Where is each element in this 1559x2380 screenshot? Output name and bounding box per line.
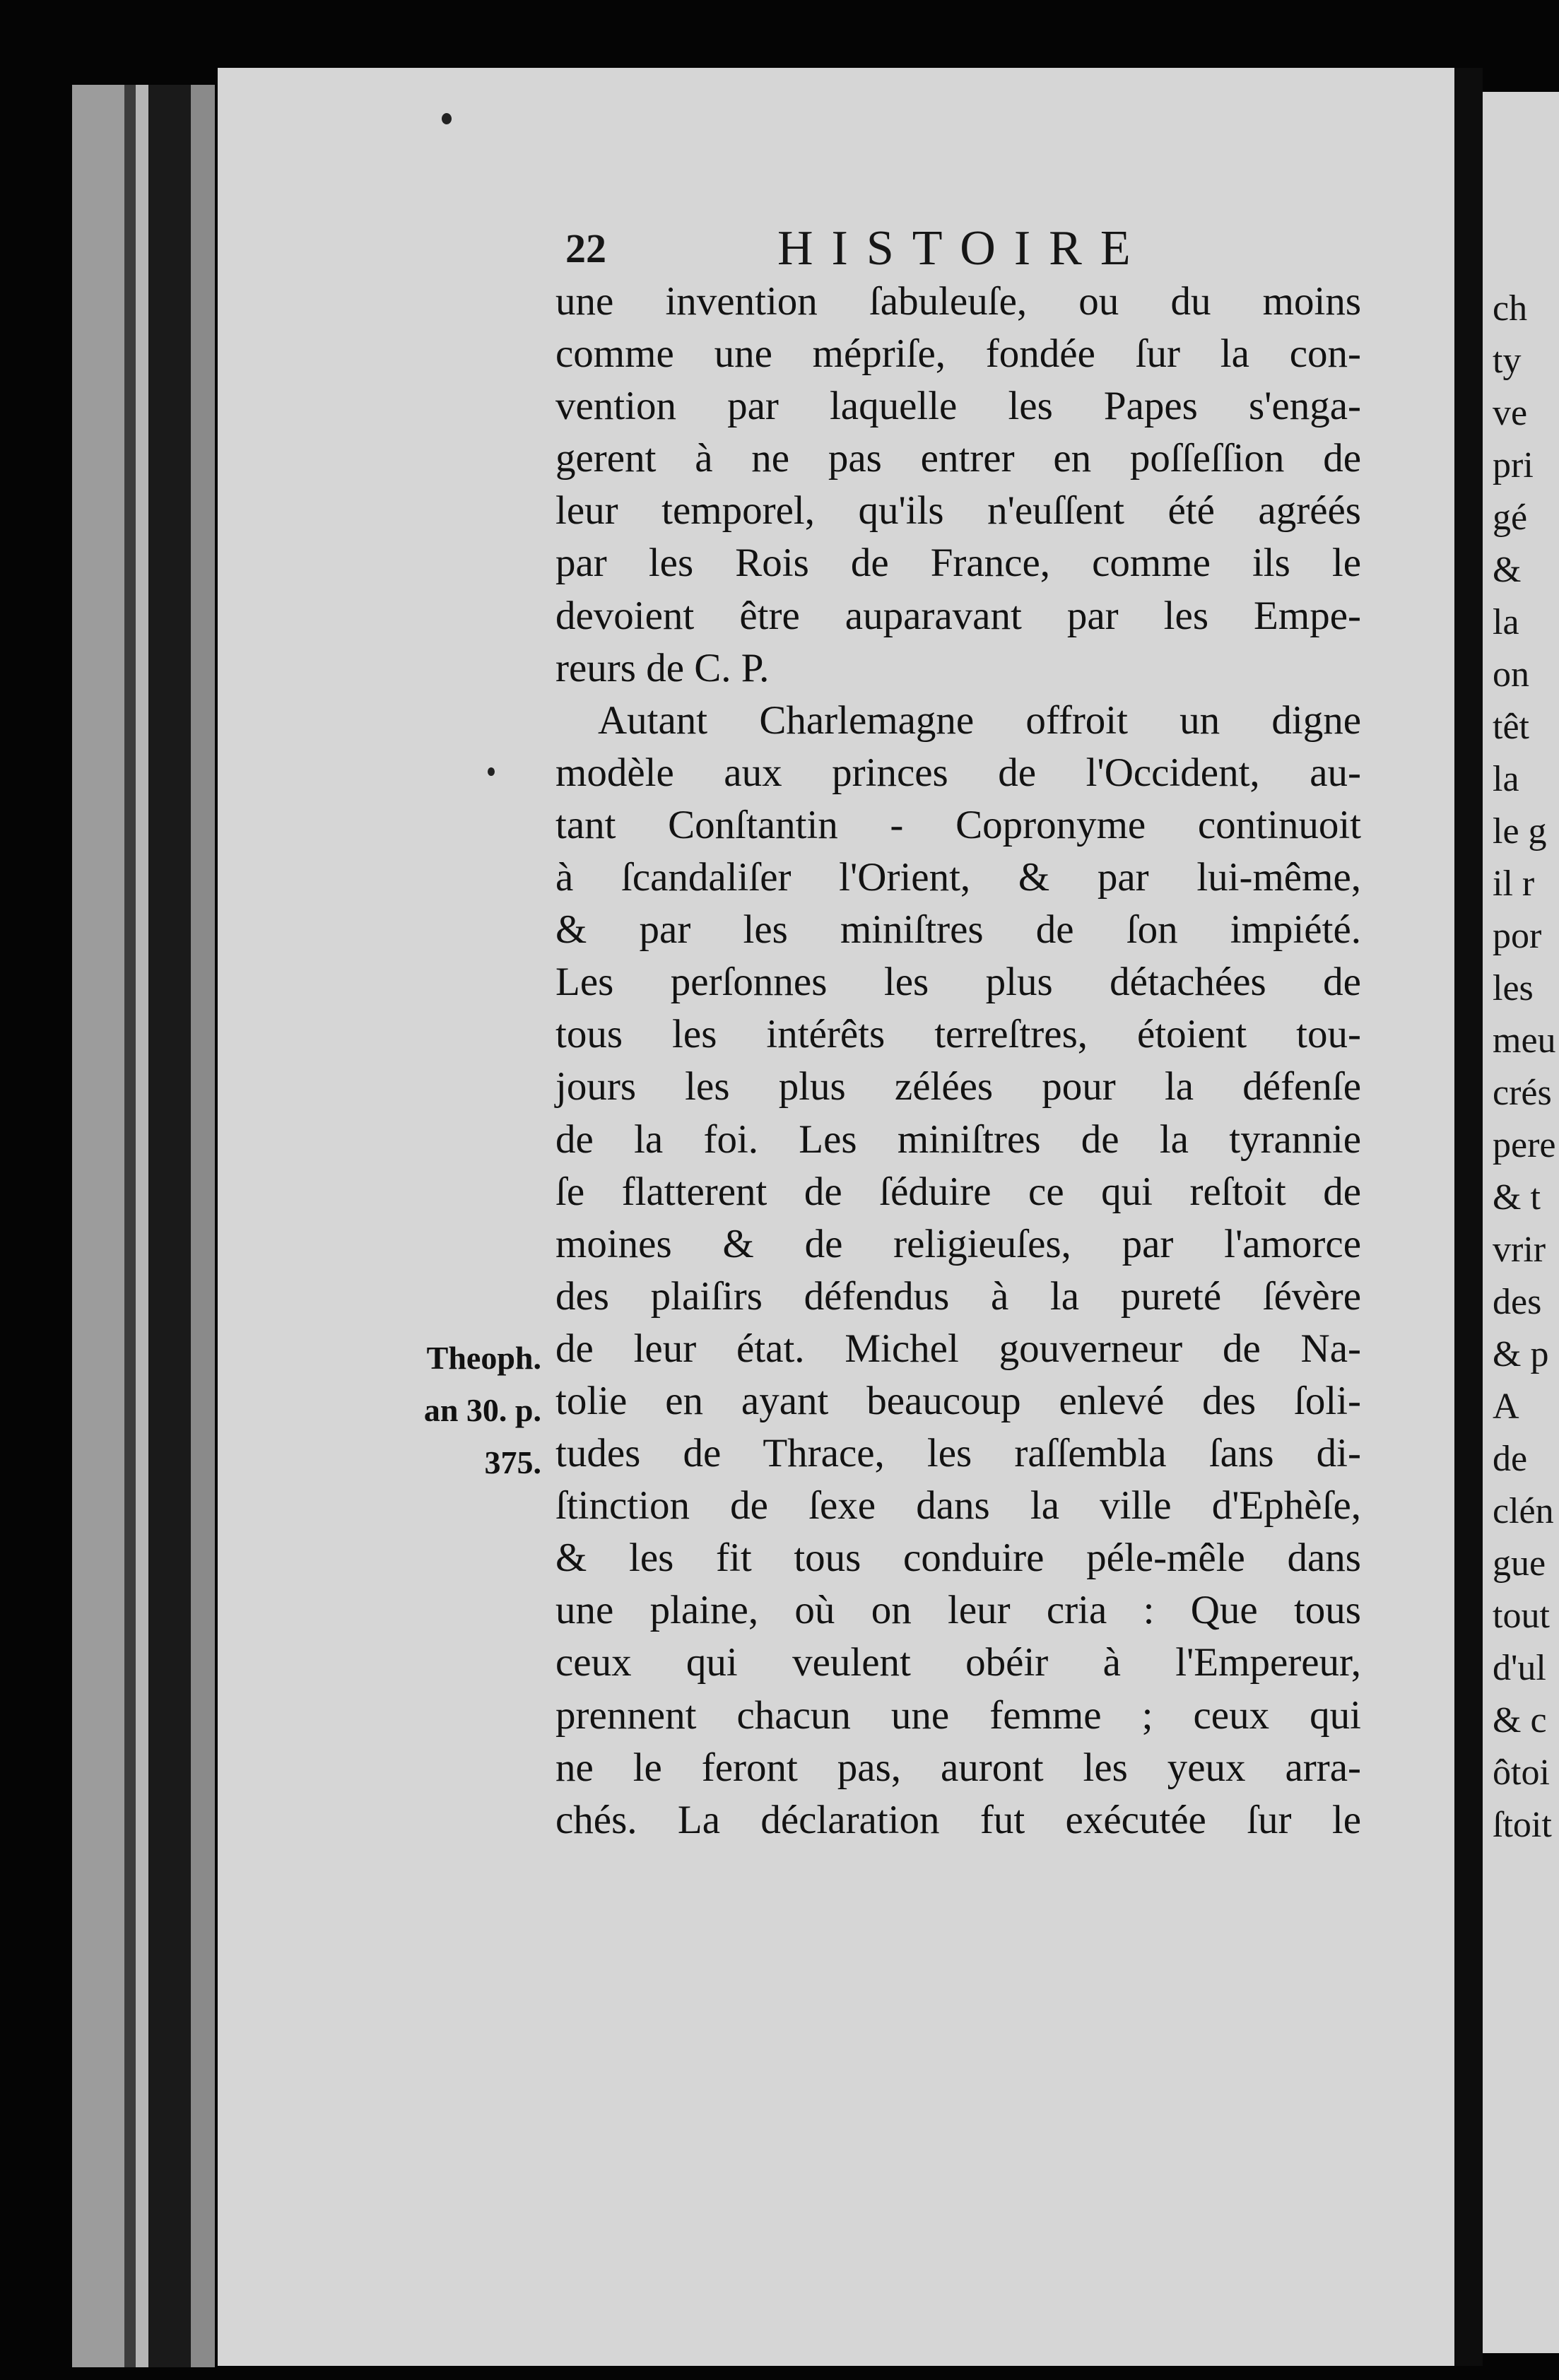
text-line: prennent chacun une femme ; ceux qui bbox=[555, 1692, 1361, 1738]
page-edge bbox=[148, 85, 191, 2367]
text-line: gerent à ne pas entrer en poſſeſſion de bbox=[555, 436, 1361, 481]
text-line: ne le feront pas, auront les yeux arra- bbox=[555, 1745, 1361, 1790]
text-line: devoient être auparavant par les Empe- bbox=[555, 593, 1361, 638]
text-line: ceux qui veulent obéir à l'Empereur, bbox=[555, 1640, 1361, 1685]
fragment: il r bbox=[1493, 864, 1535, 904]
text-line: comme une mépriſe, fondée ſur la con- bbox=[555, 331, 1361, 377]
text-line: tous les intérêts terreſtres, étoient tou- bbox=[555, 1012, 1361, 1057]
text-line: & par les miniſtres de ſon impiété. bbox=[555, 907, 1361, 953]
page-edge bbox=[191, 85, 215, 2367]
fragment: ve bbox=[1493, 393, 1528, 433]
paragraph bbox=[555, 276, 1361, 695]
page-edge bbox=[124, 85, 136, 2367]
fragment: & bbox=[1493, 550, 1522, 590]
fragment: & t bbox=[1493, 1177, 1541, 1218]
gutter bbox=[1454, 68, 1483, 2366]
text-line: chés. La déclaration fut exécutée ſur le bbox=[555, 1797, 1361, 1842]
fragment: la bbox=[1493, 602, 1519, 642]
fragment: pere bbox=[1493, 1125, 1556, 1165]
text-line: de leur état. Michel gouverneur de Na- bbox=[555, 1326, 1361, 1371]
ink-spot bbox=[442, 113, 452, 124]
text-line: moines & de religieuſes, par l'amorce bbox=[555, 1221, 1361, 1266]
ink-spot bbox=[488, 767, 495, 776]
running-head bbox=[565, 221, 1357, 281]
text-line: des plaiſirs défendus à la pureté ſévère bbox=[555, 1273, 1361, 1319]
text-line: une invention ſabuleuſe, ou du moins bbox=[555, 279, 1361, 324]
text-line: tudes de Thrace, les raſſembla ſans di- bbox=[555, 1431, 1361, 1476]
fragment: pri bbox=[1493, 445, 1534, 485]
fragment: por bbox=[1493, 916, 1542, 956]
fragment: de bbox=[1493, 1439, 1528, 1479]
text-line: reurs de C. P. bbox=[555, 645, 770, 690]
text-line: de la foi. Les miniſtres de la tyrannie bbox=[555, 1117, 1361, 1162]
fragment: ch bbox=[1493, 288, 1528, 329]
fragment: gue bbox=[1493, 1543, 1546, 1584]
running-title: HISTOIRE bbox=[777, 221, 1149, 276]
next-page-text bbox=[1493, 283, 1559, 1851]
marginal-line: an 30. p. bbox=[423, 1392, 541, 1428]
fragment: tout bbox=[1493, 1596, 1550, 1636]
fragment: gé bbox=[1493, 497, 1528, 538]
fragment: & c bbox=[1493, 1700, 1547, 1740]
fragment: ôtoi bbox=[1493, 1752, 1550, 1793]
text-line: leur temporel, qu'ils n'euſſent été agréés bbox=[555, 488, 1361, 534]
text-line: ſe flatterent de ſéduire ce qui reſtoit de bbox=[555, 1169, 1361, 1214]
fragment: le g bbox=[1493, 811, 1547, 852]
fragment: clén bbox=[1493, 1491, 1554, 1531]
fragment: crés bbox=[1493, 1073, 1552, 1113]
marginal-line: Theoph. bbox=[426, 1340, 541, 1376]
fragment: meu bbox=[1493, 1020, 1556, 1061]
text-line: Autant Charlemagne offroit un digne bbox=[598, 697, 1361, 743]
text-line: ſtinction de ſexe dans la ville d'Ephèſe, bbox=[555, 1483, 1361, 1528]
fragment: d'ul bbox=[1493, 1648, 1546, 1688]
text-line: vention par laquelle les Papes s'enga- bbox=[555, 384, 1361, 429]
fragment: têt bbox=[1493, 707, 1529, 747]
page-edge bbox=[72, 85, 124, 2367]
fragment: & p bbox=[1493, 1334, 1549, 1374]
text-line: une plaine, où on leur cria : Que tous bbox=[555, 1588, 1361, 1633]
main-text bbox=[555, 276, 1361, 1846]
fragment: ſtoit bbox=[1493, 1805, 1552, 1845]
text-line: tant Conſtantin - Copronyme continuoit bbox=[555, 802, 1361, 847]
fragment: vrir bbox=[1493, 1230, 1546, 1270]
fragment: on bbox=[1493, 654, 1529, 695]
text-line: modèle aux princes de l'Occident, au- bbox=[555, 750, 1361, 795]
marginal-line: 375. bbox=[484, 1444, 541, 1480]
text-line: jours les plus zélées pour la défenſe bbox=[555, 1064, 1361, 1109]
page-edge bbox=[136, 85, 148, 2367]
marginal-note bbox=[393, 1332, 541, 1489]
text-line: tolie en ayant beaucoup enlevé des ſoli- bbox=[555, 1378, 1361, 1423]
fragment: A bbox=[1493, 1386, 1519, 1427]
fragment: ty bbox=[1493, 341, 1522, 381]
text-line: à ſcandaliſer l'Orient, & par lui-même, bbox=[555, 855, 1361, 900]
text-line: & les fit tous conduire péle-mêle dans bbox=[555, 1536, 1361, 1581]
paragraph bbox=[555, 695, 1361, 1846]
text-line: par les Rois de France, comme ils le bbox=[555, 541, 1361, 586]
fragment: des bbox=[1493, 1282, 1542, 1322]
page-number: 22 bbox=[565, 225, 606, 271]
text-line: Les perſonnes les plus détachées de bbox=[555, 960, 1361, 1005]
fragment: les bbox=[1493, 968, 1534, 1008]
fragment: la bbox=[1493, 759, 1519, 799]
